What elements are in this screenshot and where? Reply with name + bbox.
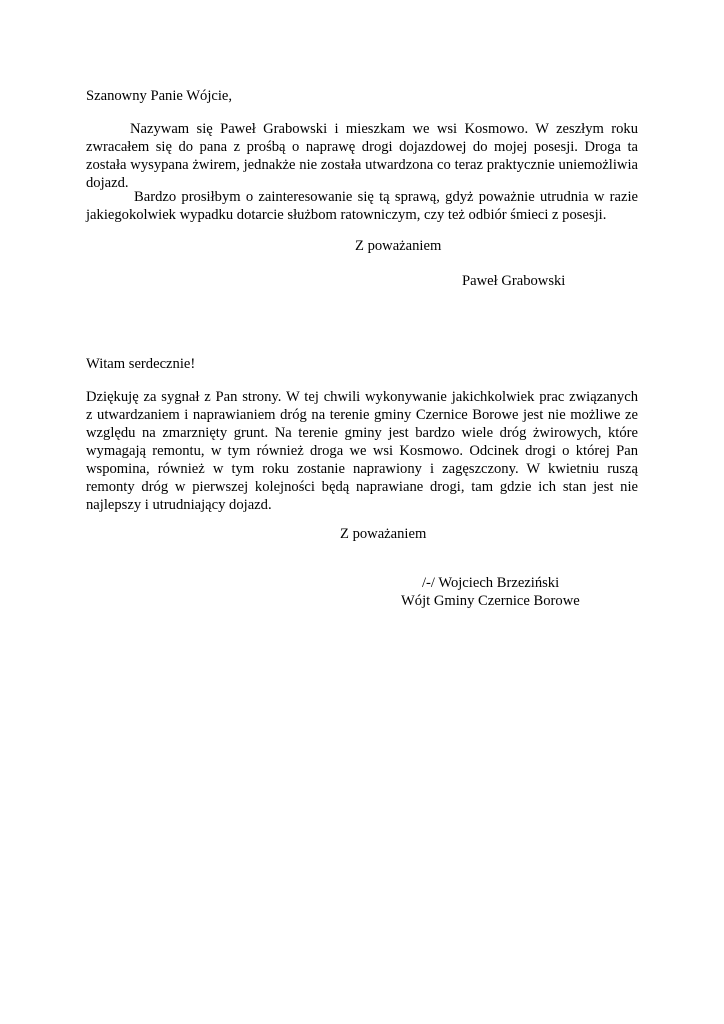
- reply-closing: Z poważaniem: [340, 526, 427, 542]
- letter-paragraph2-line: Bardzo prosiłbym o zainteresowanie się tą sprawą, gdyż poważnie utrudnia w razie: [134, 189, 638, 205]
- reply-paragraph-line: względu na zmarznięty grunt. Na terenie gminy jest bardzo wiele dróg żwirowych, które: [86, 425, 638, 441]
- reply-paragraph-line: z utwardzaniem i naprawianiem dróg na terenie gminy Czernice Borowe jest nie możliwe ze: [86, 407, 638, 423]
- reply-greeting: Witam serdecznie!: [86, 356, 196, 372]
- letter-salutation: Szanowny Panie Wójcie,: [86, 88, 233, 104]
- letter-paragraph1-line: zwracałem się do pana z prośbą o naprawę drogi dojazdowej do mojej posesji. Droga ta: [86, 139, 638, 155]
- letter-closing: Z poważaniem: [355, 238, 442, 254]
- reply-paragraph-line: wymagają remontu, w tym również droga we wsi Kosmowo. Odcinek drogi o której Pan: [86, 443, 638, 459]
- reply-paragraph-line: wspomina, również w tym roku zostanie naprawiony i zagęszczony. W kwietniu ruszą: [86, 461, 638, 477]
- letter-paragraph1-line: Nazywam się Paweł Grabowski i mieszkam we wsi Kosmowo. W zeszłym roku: [130, 121, 638, 137]
- reply-paragraph-line: najlepszy i utrudniający dojazd.: [86, 497, 272, 513]
- letter-signature: Paweł Grabowski: [462, 273, 566, 289]
- letter-paragraph1-line: została wysypana żwirem, jednakże nie została utwardzona co teraz praktycznie uniemożliwia: [86, 157, 638, 173]
- reply-paragraph-line: Dziękuję za sygnał z Pan strony. W tej chwili wykonywanie jakichkolwiek prac związanych: [86, 389, 638, 405]
- reply-signature-name: /-/ Wojciech Brzeziński: [422, 575, 560, 591]
- letter-paragraph1-line: dojazd.: [86, 175, 129, 191]
- reply-paragraph-line: remonty dróg w pierwszej kolejności będą naprawiane drogi, tam gdzie ich stan jest nie: [86, 479, 638, 495]
- letter-paragraph2-line: jakiegokolwiek wypadku dotarcie służbom ratowniczym, czy też odbiór śmieci z posesji.: [86, 207, 607, 223]
- reply-signature-title: Wójt Gminy Czernice Borowe: [401, 593, 580, 609]
